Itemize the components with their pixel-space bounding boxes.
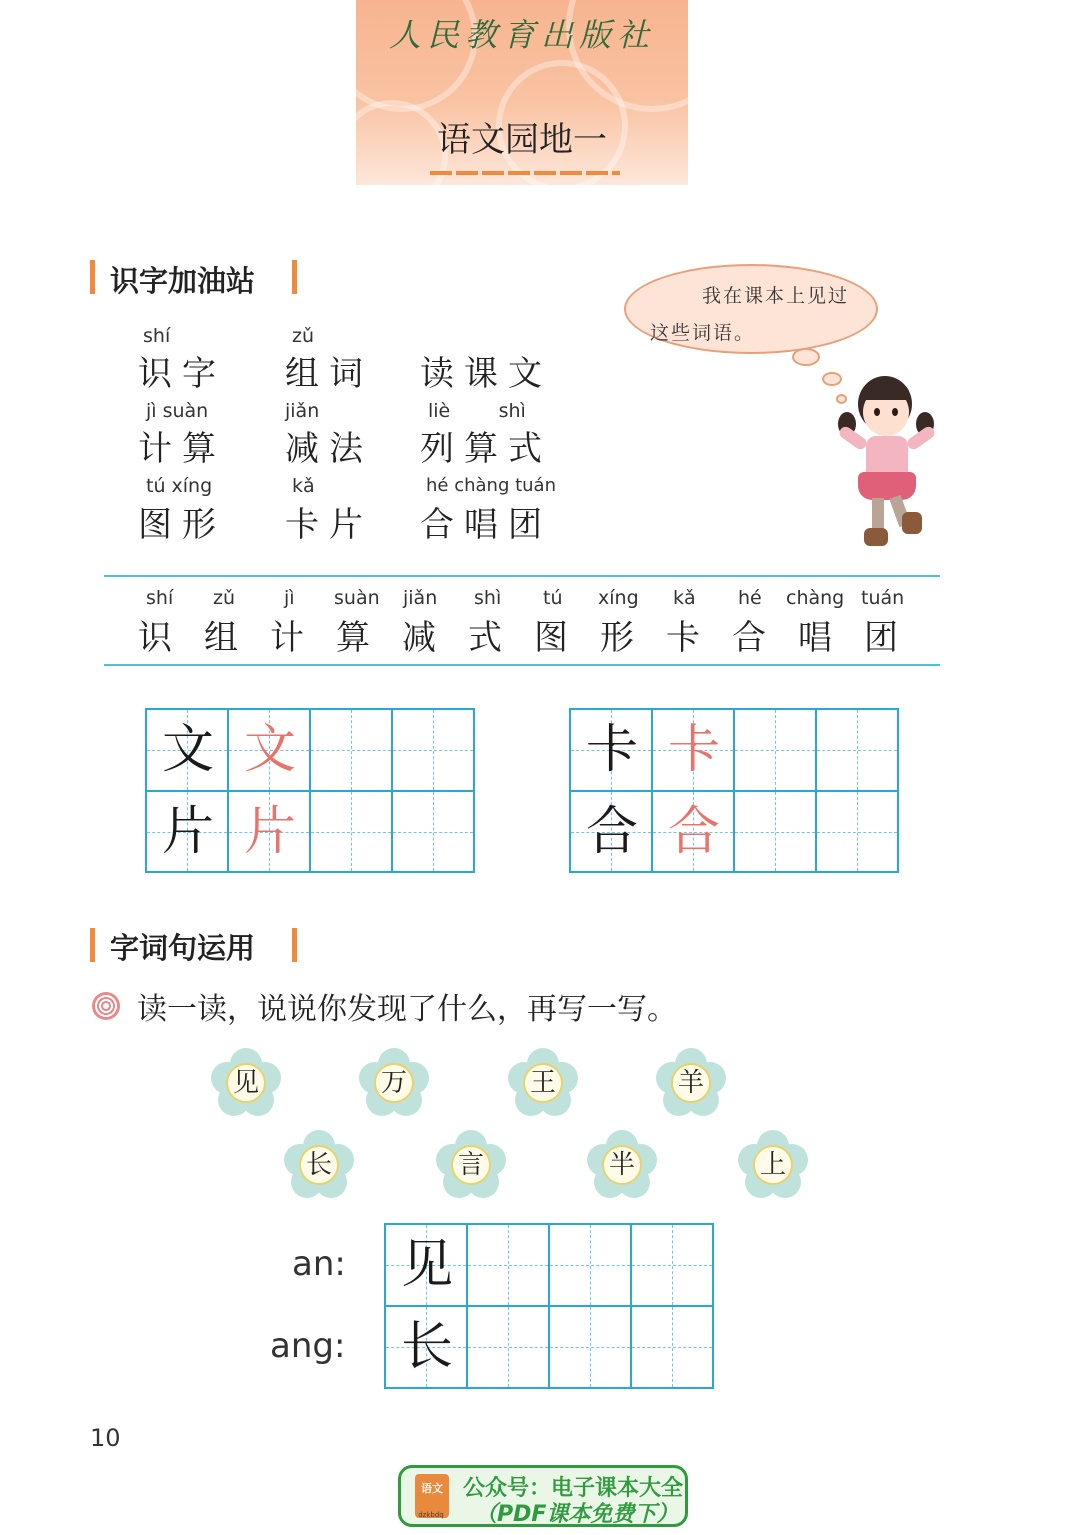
char-pinyin: shì [474,587,502,609]
exercise-instruction: 读一读，说说你发现了什么，再写一写。 [137,992,677,1027]
badge-line-2: （PDF课本免费下） [475,1502,679,1527]
char-pinyin: shí [146,587,174,609]
publisher-name: 人民教育出版社 [388,16,655,54]
flower-char-text: 见 [226,1063,266,1103]
section-heading-literacy: 识字加油站 [110,264,256,298]
title-underline [430,171,620,175]
rhyme-label-an: an: [292,1244,346,1284]
word-chars: 合唱团 [420,505,552,545]
char-glyph: 合 [732,618,776,658]
char-glyph: 算 [336,618,380,658]
char-glyph: 计 [270,618,314,658]
trace-char: 卡 [667,720,720,780]
heading-bar-left [90,928,95,962]
model-char: 见 [400,1235,453,1295]
flower-char-text: 半 [602,1145,642,1185]
page-title: 语文园地一 [437,120,607,160]
book-icon-text: 语文 [421,1482,443,1495]
flower-char [359,1048,429,1118]
heading-bar-right [292,260,297,294]
char-glyph: 图 [534,618,578,658]
trace-char: 文 [243,720,296,780]
char-pinyin: tú [543,587,563,609]
book-icon-caption: dzkbdq [418,1511,444,1519]
char-glyph: 卡 [666,618,710,658]
char-pinyin: suàn [334,587,380,609]
char-glyph: 减 [402,618,446,658]
writing-grid-rhyme [384,1223,714,1389]
girl-illustration [828,372,943,554]
word-pinyin: jiǎn [285,400,320,422]
writing-grid-right [569,708,899,873]
char-pinyin: tuán [861,587,905,609]
word-pinyin: tú xíng [146,475,213,497]
char-glyph: 识 [138,618,182,658]
exercise-icon [92,992,120,1020]
flower-char [508,1048,578,1118]
flower-char [587,1130,657,1200]
word-chars: 识字 [138,354,226,394]
page-number: 10 [90,1424,121,1452]
word-pinyin: jì suàn [146,400,209,422]
word-chars: 减法 [285,429,373,469]
char-pinyin: jì [284,587,295,609]
model-char: 卡 [585,720,638,780]
word-chars: 列算式 [420,429,552,469]
char-glyph: 唱 [798,618,842,658]
section-heading-usage: 字词句运用 [110,931,256,965]
footer-badge [398,1465,688,1527]
char-glyph: 团 [864,618,908,658]
char-glyph: 式 [468,618,512,658]
char-glyph: 组 [204,618,248,658]
writing-grid-left [145,708,475,873]
flower-char-text: 长 [299,1145,339,1185]
word-pinyin: kǎ [292,475,315,497]
heading-bar-right [292,928,297,962]
char-pinyin: jiǎn [403,587,438,609]
word-chars: 卡片 [285,505,373,545]
flower-char [284,1130,354,1200]
word-pinyin: zǔ [292,325,315,347]
char-pinyin: xíng [598,587,639,609]
badge-line-1: 公众号：电子课本大全 [463,1476,684,1501]
word-pinyin: shí [143,325,171,347]
trace-char: 合 [667,802,720,862]
word-chars: 读课文 [420,354,552,394]
flower-char-text: 羊 [671,1063,711,1103]
model-char: 片 [161,802,214,862]
word-chars: 组词 [285,354,373,394]
divider-line-bottom [104,664,940,666]
bubble-dot [792,348,820,366]
word-chars: 计算 [138,429,226,469]
word-pinyin: hé chàng tuán [426,475,556,496]
flower-char-text: 上 [753,1145,793,1185]
flower-char [211,1048,281,1118]
flower-char-text: 万 [374,1063,414,1103]
model-char: 长 [400,1317,453,1377]
model-char: 文 [161,720,214,780]
flower-char [656,1048,726,1118]
flower-char-text: 言 [451,1145,491,1185]
word-pinyin: liè shì [428,400,526,422]
trace-char: 片 [243,802,296,862]
flower-char [436,1130,506,1200]
char-pinyin: hé [738,587,762,609]
heading-bar-left [90,260,95,294]
char-pinyin: kǎ [673,587,696,609]
char-pinyin: chàng [786,587,845,609]
char-pinyin: zǔ [213,587,236,609]
word-chars: 图形 [138,505,226,545]
divider-line-top [104,575,940,577]
flower-char [738,1130,808,1200]
rhyme-label-ang: ang: [270,1326,346,1366]
thought-bubble-text: 我在课本上见过这些词语。 [650,285,850,344]
header-banner [356,0,688,185]
char-glyph: 形 [600,618,644,658]
flower-char-text: 王 [523,1063,563,1103]
model-char: 合 [585,802,638,862]
